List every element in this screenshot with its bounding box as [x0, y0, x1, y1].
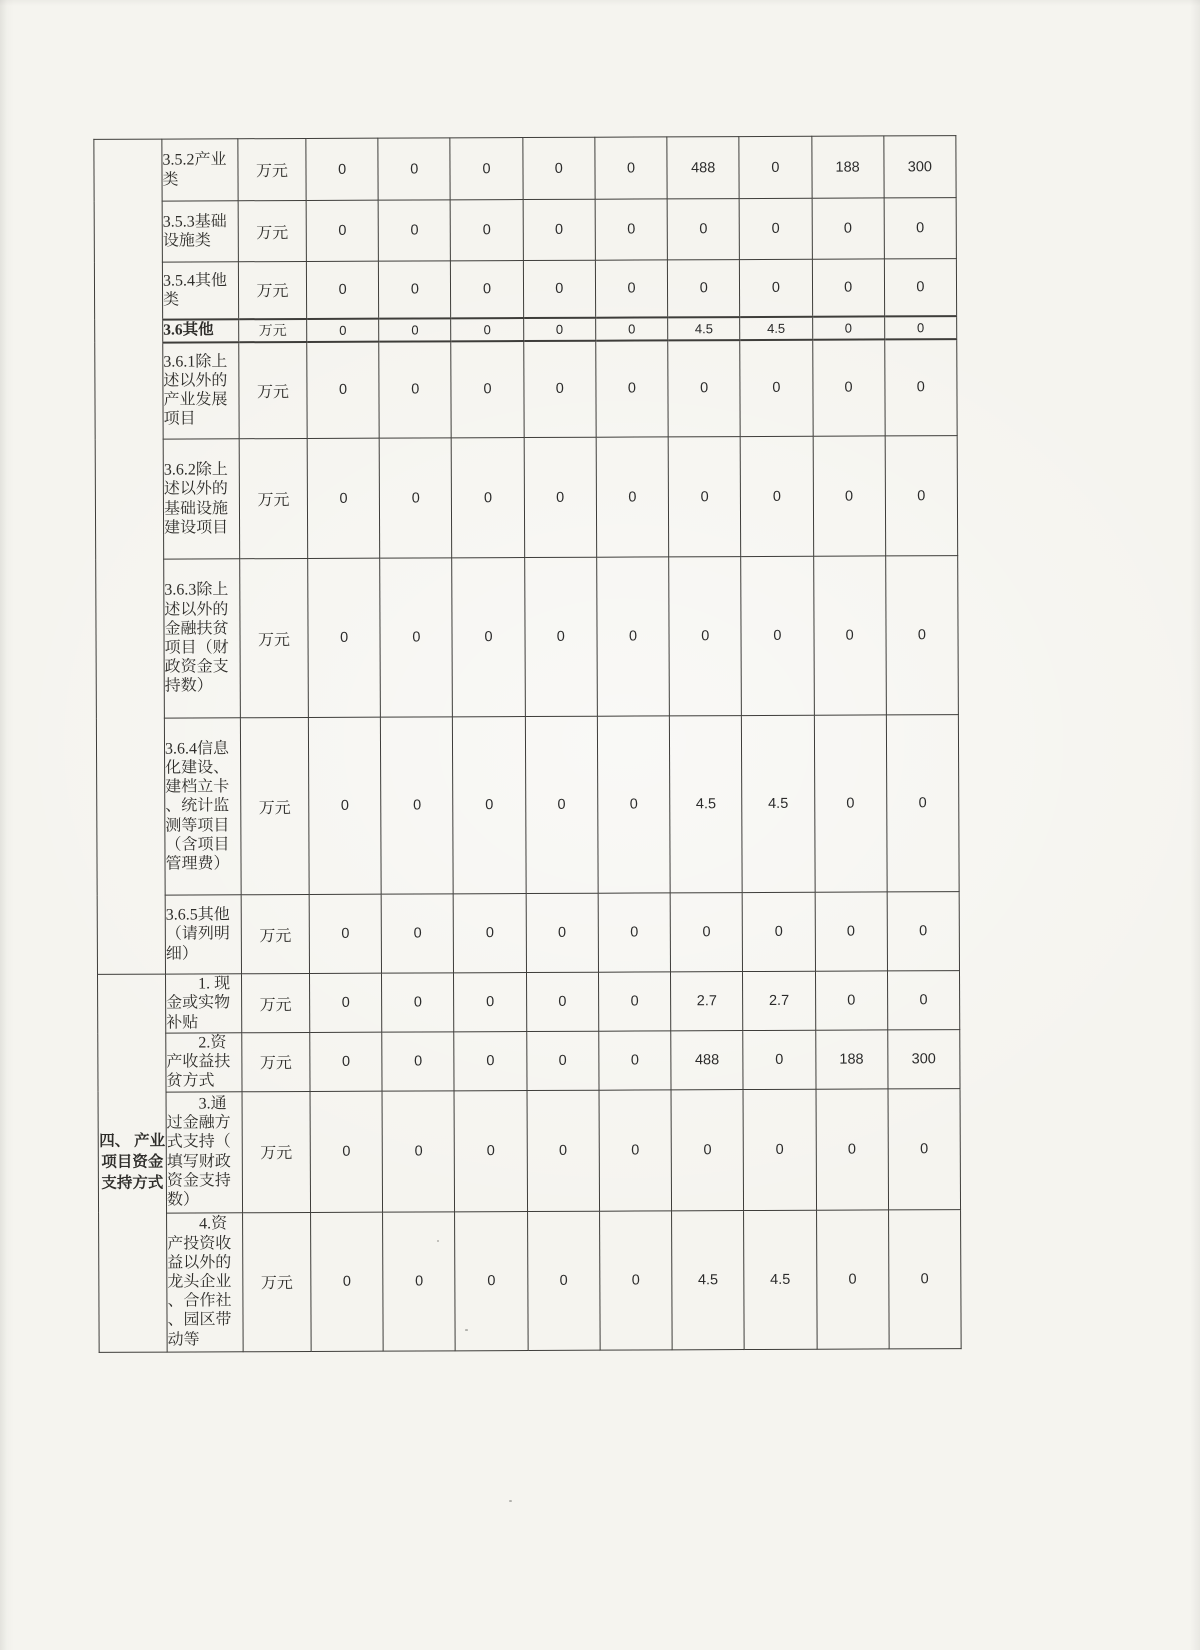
row-label: 3.5.3基础设施类	[162, 201, 238, 262]
value-cell: 0	[380, 558, 453, 717]
value-cell: 0	[526, 893, 599, 972]
value-cell: 0	[310, 1032, 382, 1091]
value-cell: 0	[812, 198, 884, 259]
value-cell: 0	[306, 138, 378, 200]
unit-cell: 万元	[242, 973, 310, 1032]
unit-cell: 万元	[238, 261, 306, 318]
value-cell: 0	[379, 341, 452, 438]
value-cell: 0	[742, 892, 815, 971]
table-row	[94, 198, 956, 263]
value-cell: 0	[739, 198, 811, 259]
table-row	[98, 1030, 960, 1092]
value-cell: 0	[813, 436, 886, 556]
value-cell: 2.7	[743, 971, 815, 1030]
value-cell: 0	[306, 261, 378, 318]
row-label: 3.6.1除上述以外的产业发展项目	[163, 342, 239, 439]
value-cell: 0	[523, 137, 595, 199]
value-cell: 0	[887, 892, 960, 971]
section-label-cell: 四、 产业项目资金支持方式	[98, 974, 168, 1352]
row-label: 3.6.5其他（请列明细）	[165, 895, 241, 974]
value-cell: 0	[884, 198, 957, 259]
value-cell: 4.5	[668, 317, 740, 340]
value-cell: 0	[310, 1091, 383, 1212]
value-cell: 0	[814, 715, 887, 892]
value-cell: 0	[454, 894, 527, 973]
value-cell: 0	[527, 1211, 600, 1350]
unit-cell: 万元	[243, 1212, 312, 1351]
value-cell: 0	[382, 973, 454, 1032]
value-cell: 0	[816, 1088, 889, 1209]
value-cell: 0	[812, 339, 885, 436]
row-label: 3.6其他	[163, 319, 239, 342]
value-cell: 0	[816, 1209, 889, 1348]
row-label: 3.6.3除上述以外的金融扶贫项目（财政资金支持数）	[164, 559, 241, 718]
value-cell: 488	[671, 1031, 743, 1090]
value-cell: 0	[452, 438, 525, 558]
value-cell: 4.5	[740, 316, 812, 339]
value-cell: 4.5	[672, 1210, 745, 1349]
row-label: 3.通过金融方式支持（填写财政资金支持数）	[166, 1091, 243, 1212]
value-cell: 0	[599, 1031, 671, 1090]
value-cell: 0	[451, 318, 523, 341]
value-cell: 0	[739, 136, 811, 198]
unit-cell: 万元	[239, 341, 307, 438]
value-cell: 0	[888, 1088, 961, 1209]
value-cell: 188	[811, 136, 883, 198]
value-cell: 0	[671, 1089, 744, 1210]
value-cell: 0	[452, 558, 525, 717]
value-cell: 0	[523, 340, 596, 437]
unit-cell: 万元	[240, 558, 309, 717]
value-cell: 0	[524, 437, 597, 557]
value-cell: 0	[813, 556, 886, 715]
value-cell: 0	[311, 1212, 384, 1351]
value-cell: 0	[523, 317, 595, 340]
value-cell: 0	[307, 438, 380, 558]
value-cell: 0	[815, 971, 887, 1030]
table-row	[98, 1088, 961, 1213]
value-cell: 0	[308, 558, 381, 717]
value-cell: 0	[670, 893, 743, 972]
unit-cell: 万元	[241, 894, 309, 973]
value-cell: 0	[455, 1211, 528, 1350]
value-cell: 0	[886, 715, 959, 892]
value-cell: 0	[381, 894, 454, 973]
value-cell: 0	[667, 199, 739, 260]
value-cell: 0	[884, 259, 956, 316]
table-row	[95, 436, 958, 560]
value-cell: 0	[307, 341, 380, 438]
value-cell: 0	[308, 717, 381, 894]
value-cell: 0	[527, 1090, 600, 1211]
unit-cell: 万元	[239, 318, 307, 341]
value-cell: 300	[884, 136, 957, 198]
value-cell: 0	[884, 316, 956, 339]
value-cell: 0	[524, 557, 597, 716]
value-cell: 0	[382, 1090, 455, 1211]
value-cell: 0	[379, 318, 451, 341]
value-cell: 0	[379, 438, 452, 558]
value-cell: 0	[379, 261, 451, 318]
value-cell: 0	[597, 716, 670, 893]
row-label: 4.资产投资收益以外的龙头企业、合作社、园区带动等	[167, 1212, 244, 1351]
value-cell: 0	[310, 973, 382, 1032]
value-cell: 0	[523, 199, 595, 260]
value-cell: 0	[306, 200, 378, 261]
value-cell: 0	[381, 717, 454, 894]
value-cell: 0	[596, 317, 668, 340]
value-cell: 0	[595, 137, 667, 199]
value-cell: 4.5	[669, 716, 742, 893]
value-cell: 0	[743, 1030, 815, 1089]
table-row	[94, 136, 956, 202]
value-cell: 0	[667, 260, 739, 317]
value-cell: 0	[307, 318, 379, 341]
unit-cell: 万元	[242, 1091, 311, 1212]
row-label: 3.6.4信息化建设、建档立卡、统计监测等项目（含项目管理费）	[164, 718, 241, 895]
value-cell: 0	[741, 556, 814, 715]
table-row	[95, 339, 957, 440]
value-cell: 0	[451, 341, 524, 438]
value-cell: 0	[596, 340, 669, 437]
value-cell: 0	[454, 1032, 526, 1091]
value-cell: 0	[526, 1031, 598, 1090]
table-row	[99, 1209, 962, 1352]
table-row	[98, 971, 960, 1034]
value-cell: 0	[598, 893, 671, 972]
value-cell: 2.7	[671, 972, 743, 1031]
value-cell: 0	[740, 436, 813, 556]
value-cell: 0	[523, 260, 595, 317]
value-cell: 300	[888, 1030, 961, 1089]
unit-cell: 万元	[240, 717, 309, 894]
value-cell: 0	[743, 1089, 816, 1210]
value-cell: 4.5	[744, 1210, 817, 1349]
unit-cell: 万元	[239, 438, 308, 558]
value-cell: 0	[812, 259, 884, 316]
value-cell: 0	[596, 437, 669, 557]
scan-speck	[465, 1329, 468, 1331]
unit-cell: 万元	[238, 138, 306, 200]
value-cell: 0	[453, 717, 526, 894]
value-cell: 0	[450, 138, 522, 200]
value-cell: 488	[667, 137, 739, 199]
value-cell: 0	[597, 557, 670, 716]
table-row	[97, 892, 959, 975]
row-label: 3.5.2产业类	[162, 139, 238, 201]
value-cell: 0	[454, 973, 526, 1032]
value-cell: 0	[451, 261, 523, 318]
unit-cell: 万元	[242, 1032, 310, 1091]
value-cell: 4.5	[742, 715, 815, 892]
scan-speck	[437, 1240, 439, 1242]
unit-cell: 万元	[238, 200, 306, 261]
value-cell: 0	[740, 339, 813, 436]
value-cell: 0	[378, 138, 450, 200]
value-cell: 0	[812, 316, 884, 339]
value-cell: 0	[598, 972, 670, 1031]
value-cell: 0	[887, 971, 960, 1030]
value-cell: 0	[885, 556, 958, 715]
table-row	[96, 556, 959, 719]
value-cell: 0	[309, 894, 382, 973]
section-cell-continued	[94, 139, 166, 974]
value-cell: 0	[595, 199, 667, 260]
value-cell: 0	[815, 892, 888, 971]
value-cell: 0	[740, 259, 812, 316]
value-cell: 0	[383, 1211, 456, 1350]
value-cell: 0	[668, 340, 741, 437]
table-row	[94, 259, 956, 320]
value-cell: 0	[526, 972, 598, 1031]
value-cell: 0	[454, 1090, 527, 1211]
value-cell: 0	[378, 200, 450, 261]
value-cell: 0	[599, 1089, 672, 1210]
value-cell: 0	[599, 1210, 672, 1349]
row-label: 2.资产收益扶贫方式	[166, 1033, 242, 1092]
scan-speck	[509, 1500, 512, 1502]
report-table-body	[94, 136, 961, 1352]
value-cell: 0	[885, 436, 958, 556]
value-cell: 0	[888, 1209, 961, 1348]
value-cell: 0	[669, 557, 742, 716]
value-cell: 188	[815, 1030, 887, 1089]
value-cell: 0	[668, 437, 741, 557]
fund-report-table	[93, 135, 961, 1352]
value-cell: 0	[884, 339, 957, 436]
value-cell: 0	[451, 200, 523, 261]
value-cell: 0	[525, 716, 598, 893]
value-cell: 0	[382, 1032, 454, 1091]
table-row	[96, 715, 959, 896]
value-cell: 0	[595, 260, 667, 317]
row-label: 3.5.4其他类	[162, 262, 238, 319]
row-label: 1. 现金或实物补贴	[166, 974, 242, 1033]
row-label: 3.6.2除上述以外的基础设施建设项目	[163, 439, 240, 559]
